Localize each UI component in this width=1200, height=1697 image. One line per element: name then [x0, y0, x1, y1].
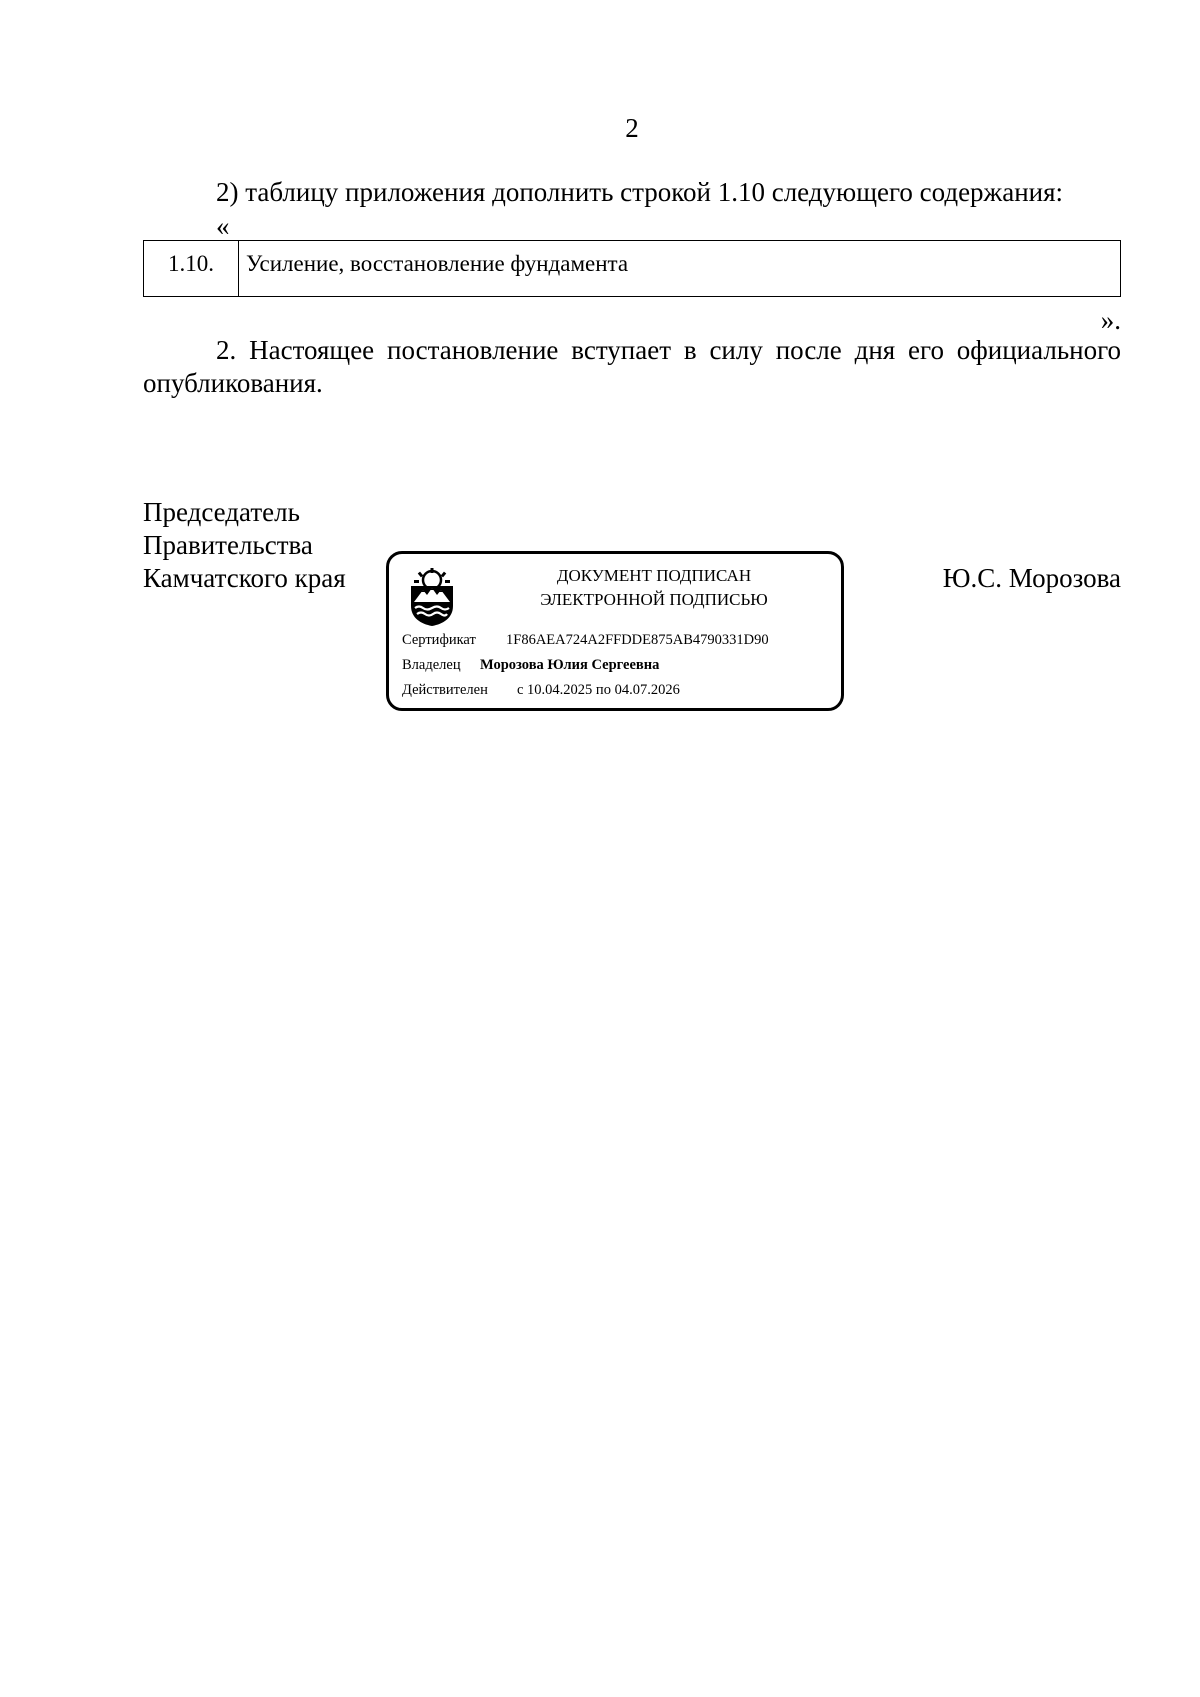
page-number: 2	[625, 113, 639, 143]
stamp-validity-row	[402, 681, 680, 699]
owner-value: Морозова Юлия Сергеевна	[480, 657, 660, 673]
certificate-value: 1F86AEA724A2FFDDE875AB4790331D90	[506, 632, 769, 648]
signatory-name: Ю.С. Морозова	[942, 563, 1121, 593]
table-cell-text: Усиление, восстановление фундамента	[246, 251, 629, 276]
signatory-title-line: Камчатского края	[143, 563, 346, 593]
validity-label: Действителен	[402, 682, 488, 698]
owner-label: Владелец	[402, 657, 461, 673]
amendment-table-row	[143, 240, 1121, 297]
clause-2-paragraph: 2. Настоящее постановление вступает в силу после дня его официального опубликования.	[143, 335, 1121, 398]
signatory-title-line: Председатель	[143, 497, 300, 527]
stamp-owner-row	[402, 656, 659, 674]
closing-quote: ».	[1100, 305, 1121, 335]
certificate-label: Сертификат	[402, 632, 476, 648]
signatory-title-line: Правительства	[143, 530, 313, 560]
electronic-signature-stamp	[386, 551, 844, 711]
stamp-heading-line-1: ДОКУМЕНТ ПОДПИСАН	[556, 566, 752, 585]
validity-value: с 10.04.2025 по 04.07.2026	[517, 682, 680, 698]
stamp-heading	[469, 564, 839, 612]
opening-quote: «	[216, 211, 230, 241]
stamp-certificate-row	[402, 631, 769, 649]
signatory-title	[143, 496, 346, 595]
amendment-item-text: 2) таблицу приложения дополнить строкой 1.10 следующего содержания:	[216, 177, 1064, 207]
stamp-heading-line-2: ЭЛЕКТРОННОЙ ПОДПИСЬЮ	[540, 590, 768, 609]
table-cell-number: 1.10.	[144, 241, 239, 296]
kamchatka-coat-of-arms-icon	[405, 568, 459, 626]
